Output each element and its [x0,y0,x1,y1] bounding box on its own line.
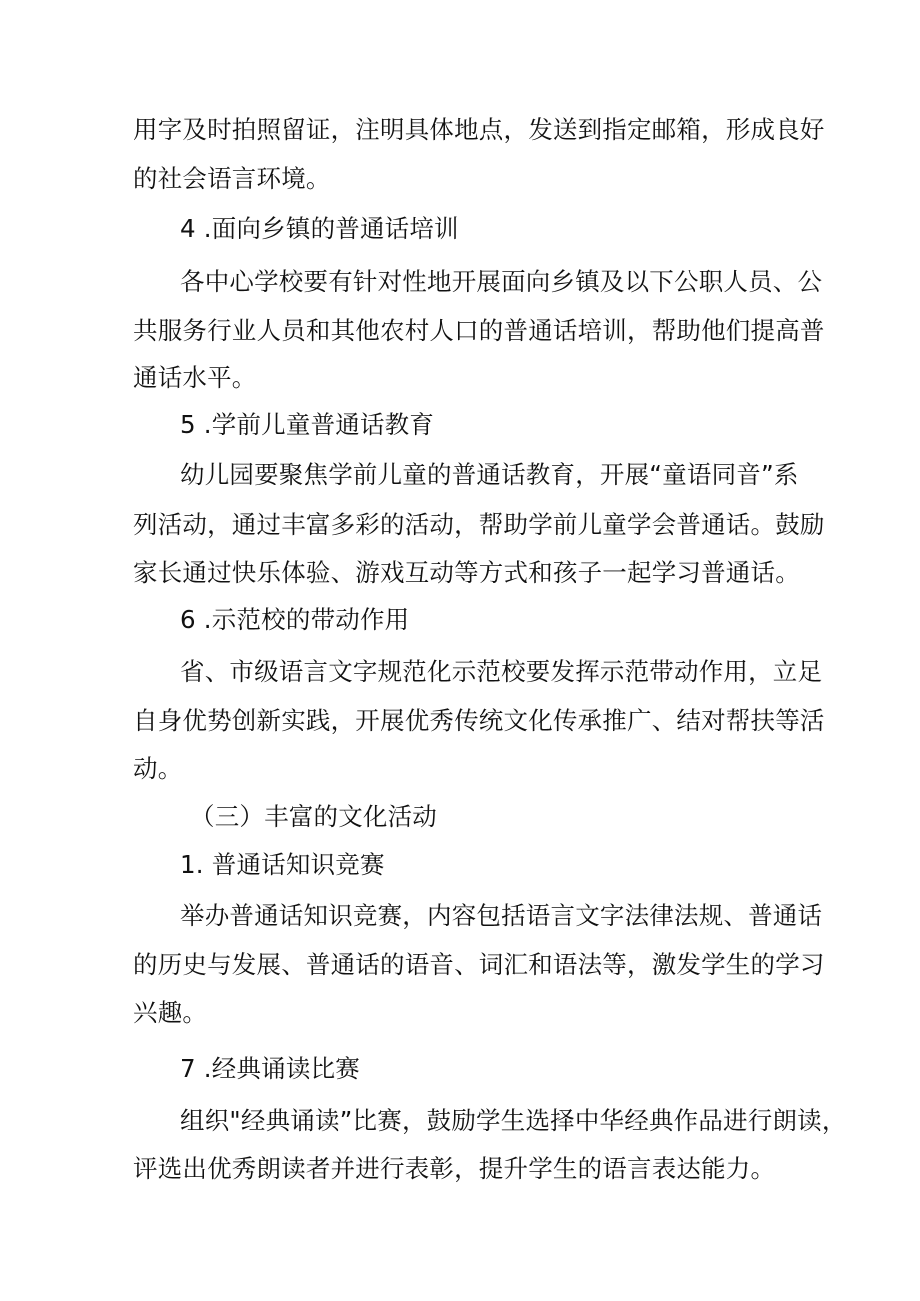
paragraph-line: 举办普通话知识竞赛，内容包括语言文字法律法规、普通话 [180,901,823,930]
section-heading: 7 .经典诵读比赛 [180,1054,360,1083]
section-heading: 4 .面向乡镇的普通话培训 [180,214,459,243]
paragraph-line: 共服务行业人员和其他农村人口的普通话培训，帮助他们提高普 [133,316,825,345]
paragraph-line: 的社会语言环境。 [133,164,331,193]
section-heading: 6 .示范校的带动作用 [180,605,410,634]
paragraph-line: 通话水平。 [133,363,257,392]
paragraph-line: 组织"经典诵读”比赛，鼓励学生选择中华经典作品进行朗读， [180,1106,847,1135]
paragraph-line: 的历史与发展、普通话的语音、词汇和语法等，激发学生的学习 [133,950,825,979]
paragraph-line: 动。 [133,754,183,783]
subsection-heading: （三）丰富的文化活动 [190,802,437,831]
paragraph-line: 自身优势创新实践，开展优秀传统文化传承推广、结对帮扶等活 [133,706,825,735]
paragraph-line: 家长通过快乐体验、游戏互动等方式和孩子一起学习普通话。 [133,558,800,587]
paragraph-line: 各中心学校要有针对性地开展面向乡镇及以下公职人员、公 [180,267,823,296]
section-heading: 5 .学前儿童普通话教育 [180,410,435,439]
section-heading: 1. 普通话知识竞赛 [180,850,385,879]
paragraph-line: 幼儿园要聚焦学前儿童的普通话教育，开展“童语同音”系 [180,460,799,489]
paragraph-line: 评选出优秀朗读者并进行表彰，提升学生的语言表达能力。 [133,1154,776,1183]
paragraph-line: 用字及时拍照留证，注明具体地点，发送到指定邮箱，形成良好 [133,115,825,144]
paragraph-line: 省、市级语言文字规范化示范校要发挥示范带动作用，立足 [180,657,823,686]
paragraph-line: 列活动，通过丰富多彩的活动，帮助学前儿童学会普通话。鼓励 [133,510,825,539]
paragraph-line: 兴趣。 [133,998,208,1027]
